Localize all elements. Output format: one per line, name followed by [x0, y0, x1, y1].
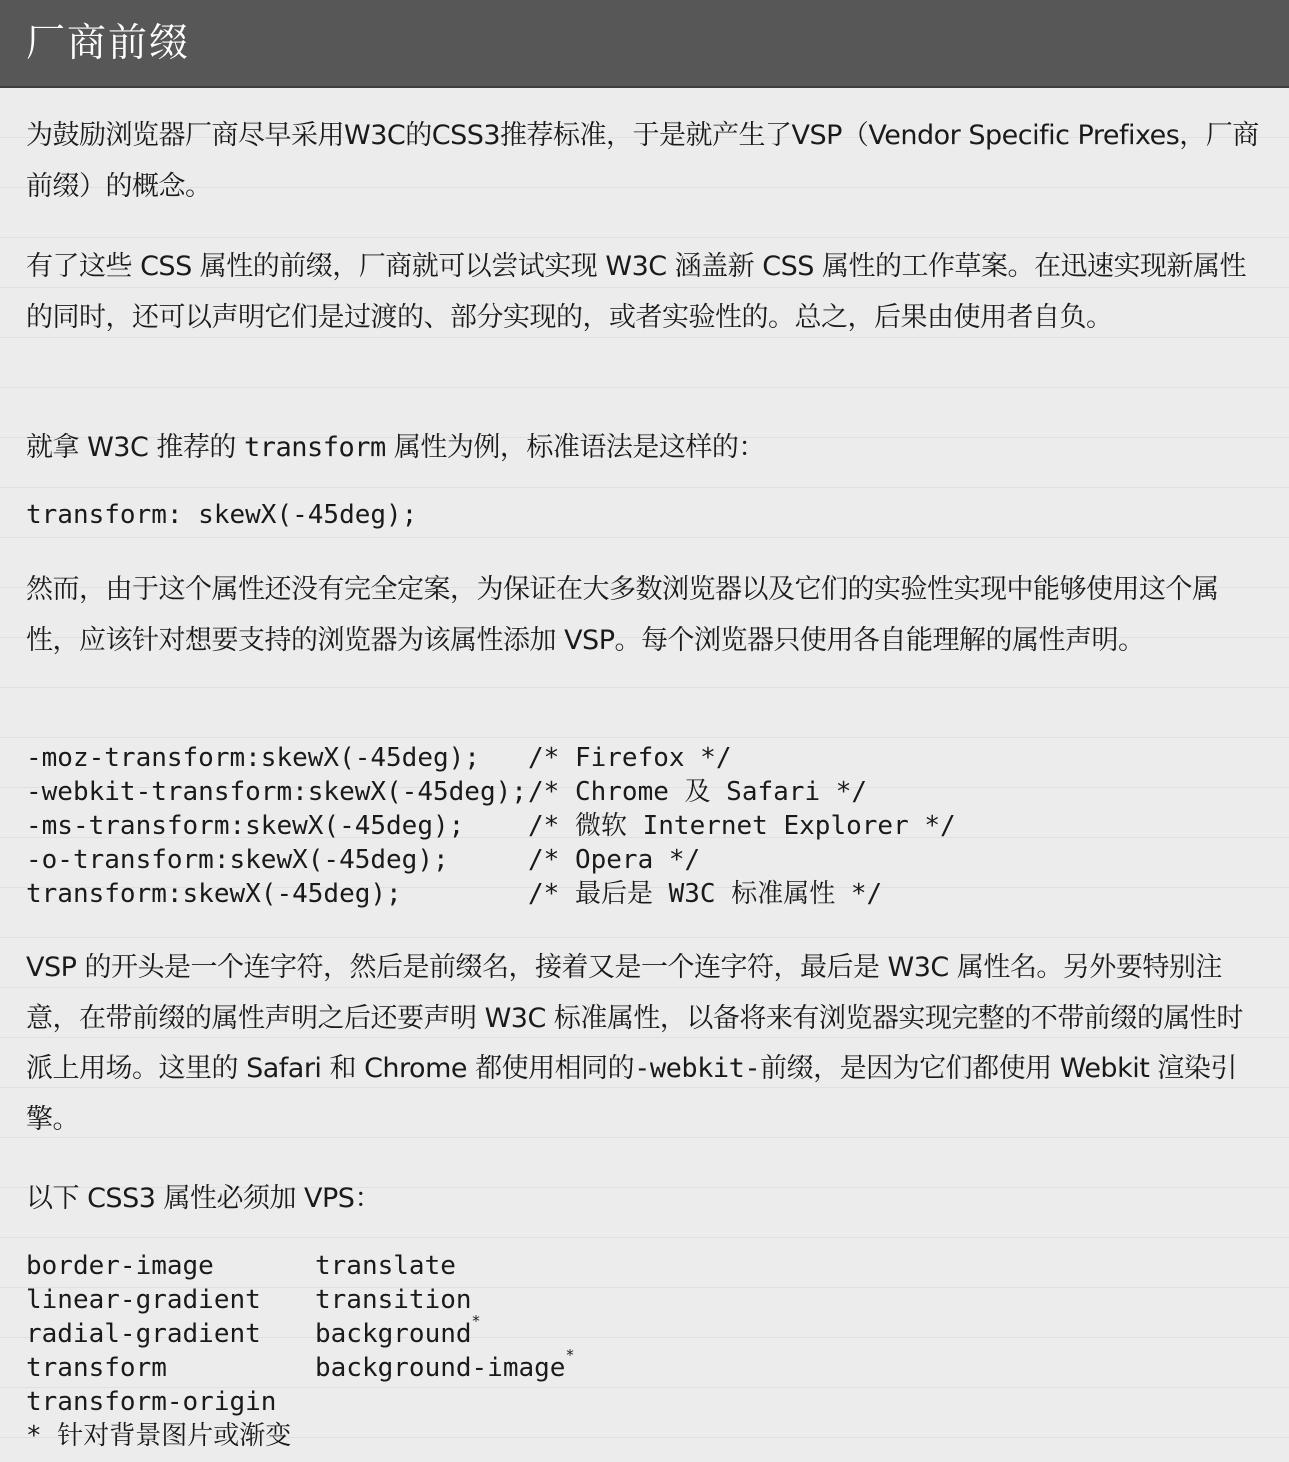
- code-line: [26, 877, 956, 911]
- inline-code: -webkit-: [634, 1053, 761, 1084]
- footnote-marker: *: [471, 1312, 481, 1330]
- code-line: [26, 775, 956, 809]
- code-comment: /* Chrome 及 Safari */: [528, 777, 868, 807]
- footnote: * 针对背景图片或渐变: [26, 1421, 292, 1451]
- property-text: transition: [315, 1285, 472, 1315]
- prefix-explanation-paragraph: 有了这些 CSS 属性的前缀，厂商就可以尝试实现 W3C 涵盖新 CSS 属性的工作草案。在迅速实现新属性的同时，还可以声明它们是过渡的、部分实现的，或者实验性的。总之，后果由使用者自负。: [26, 251, 1246, 333]
- vsp-requirement-paragraph: 然而，由于这个属性还没有完全定案，为保证在大多数浏览器以及它们的实验性实现中能够使用这个属性，应该针对想要支持的浏览器为该属性添加 VSP。每个浏览器只使用各自能理解的属性声明。: [26, 574, 1219, 656]
- property-name: [315, 1346, 575, 1385]
- property-name: [315, 1312, 481, 1351]
- vendor-prefix-code-block: [26, 741, 956, 911]
- standard-syntax-code: transform: skewX(-45deg);: [26, 500, 418, 530]
- article-body: [0, 88, 1289, 1462]
- paragraph-text: 属性为例，标准语法是这样的：: [385, 432, 765, 463]
- property-row: [26, 1346, 575, 1385]
- property-name: radial-gradient: [26, 1319, 261, 1349]
- transform-example-intro: [26, 423, 1266, 474]
- paragraph-text: 前缀，是因为它们都使用 Webkit 渲染引擎。: [26, 1053, 1237, 1135]
- property-name: [315, 1249, 456, 1283]
- property-text: background: [315, 1319, 472, 1349]
- code-declaration: -ms-transform:skewX(-45deg);: [26, 811, 465, 841]
- code-declaration: -o-transform:skewX(-45deg);: [26, 845, 449, 875]
- code-declaration: transform:skewX(-45deg);: [26, 879, 402, 909]
- code-declaration: -moz-transform:skewX(-45deg);: [26, 743, 480, 773]
- intro-paragraph: 为鼓励浏览器厂商尽早采用W3C的CSS3推荐标准，于是就产生了VSP（Vendor Specific Prefixes，厂商前缀）的概念。: [26, 120, 1259, 202]
- property-text: background-image: [315, 1353, 566, 1383]
- property-row: [26, 1283, 574, 1317]
- page-header: [0, 0, 1289, 88]
- page-title: 厂商前缀: [26, 21, 191, 66]
- code-declaration: -webkit-transform:skewX(-45deg);: [26, 777, 527, 807]
- inline-code: transform: [243, 432, 386, 463]
- code-comment: /* 微软 Internet Explorer */: [528, 811, 956, 841]
- property-name: linear-gradient: [26, 1285, 261, 1315]
- property-row: [26, 1249, 574, 1283]
- code-line: [26, 843, 956, 877]
- property-name: border-image: [26, 1251, 214, 1281]
- property-name: transform-origin: [26, 1387, 277, 1417]
- vsp-properties-list: [26, 1249, 574, 1419]
- paragraph-text: 就拿 W3C 推荐的: [26, 432, 244, 463]
- footnote-marker: *: [565, 1346, 575, 1364]
- property-row: [26, 1312, 574, 1351]
- code-comment: /* Firefox */: [528, 743, 732, 773]
- vsp-format-paragraph: [26, 943, 1266, 1145]
- code-comment: /* Opera */: [528, 845, 701, 875]
- property-name: transform: [26, 1353, 167, 1383]
- code-line: [26, 809, 956, 843]
- paragraph-text: VSP 的开头是一个连字符，然后是前缀名，接着又是一个连字符，最后是 W3C 属性名。另外要特别注意，在带前缀的属性声明之后还要声明 W3C 标准属性，以备将来有浏览器实现完整的不带前缀的属性时派上用场。这里的 Safari 和 Chrome 都使用相同的: [26, 952, 1243, 1084]
- property-text: translate: [315, 1251, 456, 1281]
- property-row: [26, 1385, 574, 1419]
- code-line: [26, 741, 956, 775]
- property-name: [315, 1283, 472, 1317]
- properties-intro-paragraph: 以下 CSS3 属性必须加 VPS：: [26, 1183, 381, 1214]
- code-comment: /* 最后是 W3C 标准属性 */: [528, 879, 883, 909]
